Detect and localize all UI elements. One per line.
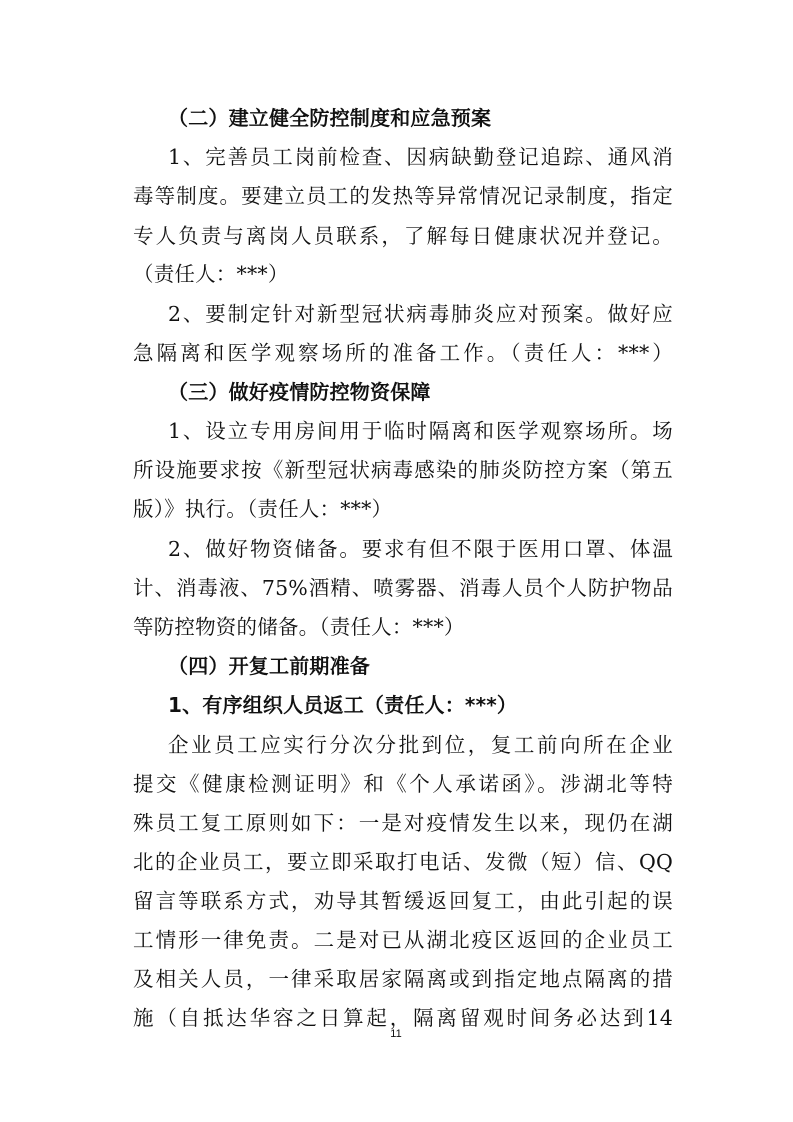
paragraph-line: 及相关人员，一律采取居家隔离或到指定地点隔离的措 — [133, 967, 673, 991]
paragraph-line: 企业员工应实行分次分批到位，复工前向所在企业 — [168, 733, 673, 757]
paragraph-line: 工情形一律免责。二是对已从湖北疫区返回的企业员工 — [133, 928, 673, 952]
paragraph-line: 1、完善员工岗前检查、因病缺勤登记追踪、通风消 — [168, 145, 673, 169]
section-heading-3: （三）做好疫情防控物资保障 — [168, 380, 431, 404]
section-heading-4: （四）开复工前期准备 — [168, 654, 370, 678]
paragraph-line: 2、做好物资储备。要求有但不限于医用口罩、体温 — [168, 537, 673, 561]
paragraph-line: 留言等联系方式，劝导其暂缓返回复工，由此引起的误 — [133, 889, 673, 913]
paragraph-line: 等防控物资的储备。（责任人：***） — [133, 615, 465, 639]
paragraph-line: 计、消毒液、75%酒精、喷雾器、消毒人员个人防护物品 — [133, 576, 673, 600]
page-number: 11 — [390, 1028, 402, 1040]
paragraph-line: 毒等制度。要建立员工的发热等异常情况记录制度，指定 — [133, 184, 673, 208]
paragraph-line: 1、设立专用房间用于临时隔离和医学观察场所。场 — [168, 419, 673, 443]
paragraph-line: 急隔离和医学观察场所的准备工作。（责任人：***） — [133, 341, 673, 365]
paragraph-line: 专人负责与离岗人员联系，了解每日健康状况并登记。 — [133, 224, 673, 248]
paragraph-line: 施（自抵达华容之日算起，隔离留观时间务必达到14 — [133, 1006, 673, 1030]
paragraph-line: 殊员工复工原则如下：一是对疫情发生以来，现仍在湖 — [133, 811, 673, 835]
paragraph-line: 版）》执行。（责任人：***） — [133, 497, 393, 521]
paragraph-line: 2、要制定针对新型冠状病毒肺炎应对预案。做好应 — [168, 302, 673, 326]
paragraph-line: （责任人：***） — [133, 262, 289, 286]
paragraph-line: 所设施要求按《新型冠状病毒感染的肺炎防控方案（第五 — [133, 458, 673, 482]
paragraph-line: 提交《健康检测证明》和《个人承诺函》。涉湖北等特 — [133, 772, 673, 796]
section-heading-2: （二）建立健全防控制度和应急预案 — [168, 106, 492, 130]
paragraph-line: 北的企业员工，要立即采取打电话、发微（短）信、QQ — [133, 850, 673, 874]
subsection-heading: 1、有序组织人员返工（责任人：***） — [168, 693, 518, 717]
